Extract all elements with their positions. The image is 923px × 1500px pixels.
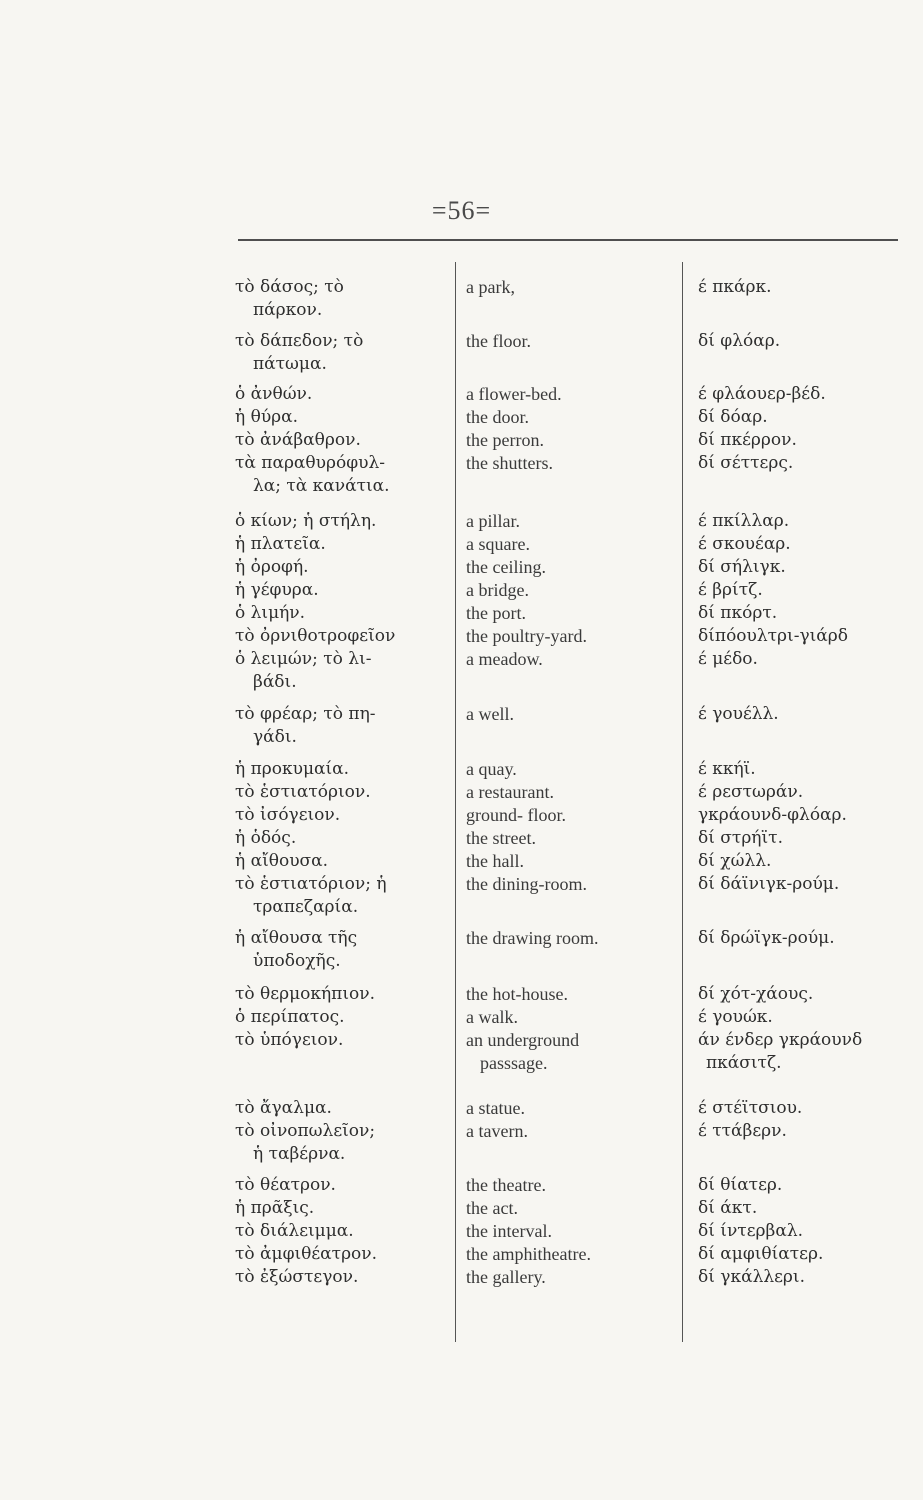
english-translation-line: the drawing room. (466, 928, 599, 948)
greek-term-line: ἡ αἴθουσα. (235, 851, 329, 871)
english-translation (466, 276, 671, 299)
pronunciation-line: δί χώλλ. (698, 851, 772, 871)
english-translation-line: the dining-room. (466, 874, 587, 894)
english-translation (466, 703, 671, 726)
english-translation-line: the door. (466, 407, 529, 427)
greek-term-line: λα; τὰ κανάτια. (253, 475, 390, 496)
english-translation (466, 533, 671, 556)
greek-term-line: τὸ θέατρον. (235, 1175, 336, 1195)
greek-term (235, 452, 450, 497)
english-translation (466, 1197, 671, 1220)
english-translation-line: a square. (466, 534, 530, 554)
pronunciation (698, 602, 898, 625)
page-number: =56= (431, 196, 492, 225)
pronunciation-line: δί ίντερβαλ. (698, 1221, 803, 1241)
greek-term-line: τὸ ὀρνιθοτροφεῖον (235, 626, 396, 646)
greek-term-line: ἡ γέφυρα. (235, 580, 319, 600)
pronunciation (698, 452, 898, 475)
english-translation-line: the gallery. (466, 1267, 546, 1287)
pronunciation (698, 758, 898, 781)
greek-term (235, 429, 450, 452)
greek-term-line: τραπεζαρία. (253, 896, 359, 917)
pronunciation (698, 1029, 898, 1074)
english-translation-line: the hot-house. (466, 984, 568, 1004)
greek-term-line: τὸ οἰνοπωλεῖον; (235, 1121, 376, 1141)
pronunciation-line: δί δάϊνιγκ-ρούμ. (698, 874, 840, 894)
english-translation (466, 1174, 671, 1197)
english-translation-line: ground- floor. (466, 805, 566, 825)
greek-term-line: τὸ θερμοκήπιον. (235, 984, 375, 1004)
pronunciation (698, 556, 898, 579)
greek-term (235, 983, 450, 1006)
english-translation (466, 330, 671, 353)
greek-term-line: ἡ πλατεῖα. (235, 534, 326, 554)
pronunciation (698, 429, 898, 452)
greek-term-line: ἡ ὀροφή. (235, 557, 309, 577)
greek-term-line: τὸ ἑστιατόριον; ἡ (235, 874, 387, 894)
greek-term-line: τὸ ἄγαλμα. (235, 1098, 332, 1118)
pronunciation-line: δί στρήϊτ. (698, 828, 783, 848)
pronunciation (698, 533, 898, 556)
pronunciation-line: έ γουώκ. (698, 1007, 773, 1027)
english-translation-line: the hall. (466, 851, 524, 871)
pronunciation-line: δί θίατερ. (698, 1175, 783, 1195)
greek-term-line: τὸ δάσος; τὸ (235, 277, 344, 297)
greek-term-line: ἡ ὁδός. (235, 828, 297, 848)
greek-term (235, 703, 450, 748)
greek-term (235, 648, 450, 693)
english-translation (466, 1120, 671, 1143)
pronunciation-line: δί αμφιθίατερ. (698, 1244, 824, 1264)
english-translation (466, 1220, 671, 1243)
greek-term-line: ὁ κίων; ἡ στήλη. (235, 511, 377, 531)
greek-term (235, 1197, 450, 1220)
greek-term-line: ὁ ἀνθών. (235, 384, 313, 404)
english-translation-line: a restaurant. (466, 782, 554, 802)
english-translation (466, 556, 671, 579)
pronunciation (698, 1220, 898, 1243)
greek-term-line: τὰ παραθυρόφυλ- (235, 453, 385, 473)
pronunciation (698, 703, 898, 726)
pronunciation-line: δί χότ-χάους. (698, 984, 814, 1004)
english-translation (466, 873, 671, 896)
pronunciation-line: δί πκέρρον. (698, 430, 797, 450)
pronunciation-line: πκάσιτζ. (706, 1052, 782, 1073)
english-translation-line: an underground (466, 1030, 580, 1050)
english-translation-line: a well. (466, 704, 514, 724)
greek-term-line: πάτωμα. (253, 353, 327, 374)
english-translation (466, 850, 671, 873)
greek-term (235, 579, 450, 602)
greek-term-line: γάδι. (253, 726, 297, 747)
english-translation (466, 602, 671, 625)
english-translation-line: a walk. (466, 1007, 518, 1027)
greek-term (235, 533, 450, 556)
greek-term-line: ὁ περίπατος. (235, 1007, 345, 1027)
pronunciation (698, 850, 898, 873)
greek-term-line: τὸ διάλειμμα. (235, 1221, 354, 1241)
english-translation (466, 406, 671, 429)
pronunciation-line: έ μέδο. (698, 649, 758, 669)
pronunciation-line: άν ένδερ γκράουνδ (698, 1030, 863, 1050)
greek-term-line: τὸ δάπεδον; τὸ (235, 331, 364, 351)
greek-term-line: τὸ ἰσόγειον. (235, 805, 341, 825)
greek-term (235, 1097, 450, 1120)
english-translation-line: the act. (466, 1198, 518, 1218)
pronunciation-line: έ γουέλλ. (698, 704, 779, 724)
english-translation-line: a statue. (466, 1098, 525, 1118)
pronunciation-line: έ πκάρκ. (698, 277, 772, 297)
greek-term-line: τὸ ἐξώστεγον. (235, 1267, 359, 1287)
pronunciation-line: δί φλόαρ. (698, 331, 781, 351)
greek-term-line: τὸ ἀνάβαθρον. (235, 430, 361, 450)
greek-term (235, 1243, 450, 1266)
greek-term (235, 827, 450, 850)
pronunciation (698, 1097, 898, 1120)
pronunciation (698, 1174, 898, 1197)
english-translation (466, 452, 671, 475)
english-translation-line: a quay. (466, 759, 517, 779)
pronunciation (698, 983, 898, 1006)
top-rule (238, 239, 898, 241)
pronunciation-line: έ φλάουερ-βέδ. (698, 384, 826, 404)
pronunciation (698, 330, 898, 353)
pronunciation (698, 406, 898, 429)
pronunciation (698, 804, 898, 827)
pronunciation (698, 648, 898, 671)
pronunciation-line: δίπόουλτρι-γιάρδ (698, 626, 848, 646)
greek-term-line: ὁ λιμήν. (235, 603, 306, 623)
pronunciation-line: έ ρεστωράν. (698, 782, 804, 802)
english-translation (466, 1243, 671, 1266)
greek-term (235, 330, 450, 375)
greek-term (235, 781, 450, 804)
greek-term (235, 510, 450, 533)
pronunciation-line: δί σήλιγκ. (698, 557, 786, 577)
greek-term-line: τὸ φρέαρ; τὸ πη- (235, 704, 376, 724)
english-translation-line: the poultry-yard. (466, 626, 587, 646)
greek-term-line: τὸ ἑστιατόριον. (235, 782, 371, 802)
english-translation (466, 1097, 671, 1120)
greek-term (235, 758, 450, 781)
greek-term-line: ὁ λειμών; τὸ λι- (235, 649, 372, 669)
pronunciation (698, 1243, 898, 1266)
pronunciation (698, 1006, 898, 1029)
greek-term (235, 602, 450, 625)
pronunciation (698, 383, 898, 406)
pronunciation-line: έ ττάβερν. (698, 1121, 787, 1141)
greek-term-line: ἡ πρᾶξις. (235, 1198, 315, 1218)
greek-term-line: ὑποδοχῆς. (253, 950, 341, 971)
english-translation-line: the ceiling. (466, 557, 546, 577)
english-translation (466, 1006, 671, 1029)
greek-term-line: ἡ αἴθουσα τῆς (235, 928, 358, 948)
english-translation (466, 510, 671, 533)
english-translation-line: the interval. (466, 1221, 552, 1241)
pronunciation (698, 1266, 898, 1289)
pronunciation-line: δί σέττερς. (698, 453, 794, 473)
greek-term (235, 406, 450, 429)
pronunciation (698, 927, 898, 950)
greek-term (235, 1266, 450, 1289)
pronunciation-line: δί πκόρτ. (698, 603, 778, 623)
english-translation-line: a flower-bed. (466, 384, 562, 404)
greek-term (235, 383, 450, 406)
english-translation-line: a tavern. (466, 1121, 528, 1141)
pronunciation-line: δί γκάλλερι. (698, 1267, 805, 1287)
english-translation-line: the floor. (466, 331, 531, 351)
english-translation (466, 383, 671, 406)
greek-term-line: ἡ θύρα. (235, 407, 299, 427)
greek-term (235, 804, 450, 827)
greek-term (235, 1120, 450, 1165)
greek-term (235, 927, 450, 972)
english-translation-line: a pillar. (466, 511, 520, 531)
english-translation (466, 648, 671, 671)
pronunciation-line: γκράουνδ-φλόαρ. (698, 805, 847, 825)
english-translation (466, 827, 671, 850)
pronunciation (698, 1120, 898, 1143)
greek-term-line: τὸ ὑπόγειον. (235, 1030, 344, 1050)
english-translation (466, 1266, 671, 1289)
greek-term-line: ἡ προκυμαία. (235, 759, 350, 779)
pronunciation (698, 1197, 898, 1220)
pronunciation (698, 873, 898, 896)
greek-term-line: τὸ ἀμφιθέατρον. (235, 1244, 378, 1264)
english-translation-line: the theatre. (466, 1175, 546, 1195)
greek-term (235, 276, 450, 321)
pronunciation (698, 579, 898, 602)
english-translation-line: a meadow. (466, 649, 543, 669)
english-translation (466, 758, 671, 781)
greek-term (235, 1220, 450, 1243)
english-translation (466, 781, 671, 804)
greek-term (235, 625, 450, 648)
pronunciation-line: έ στέϊτσιου. (698, 1098, 803, 1118)
english-translation (466, 983, 671, 1006)
pronunciation-line: δί άκτ. (698, 1198, 758, 1218)
pronunciation-line: δί δόαρ. (698, 407, 768, 427)
greek-term-line: βάδι. (253, 671, 297, 692)
english-translation (466, 429, 671, 452)
english-translation-line: a park, (466, 277, 515, 297)
pronunciation-line: έ σκουέαρ. (698, 534, 791, 554)
pronunciation (698, 276, 898, 299)
pronunciation (698, 781, 898, 804)
greek-term (235, 850, 450, 873)
english-translation-line: the street. (466, 828, 536, 848)
english-translation-line: the perron. (466, 430, 544, 450)
greek-term-line: ἡ ταβέρνα. (253, 1143, 346, 1164)
english-translation (466, 927, 671, 950)
pronunciation (698, 510, 898, 533)
english-translation (466, 579, 671, 602)
column-rule-right (682, 262, 683, 1342)
english-translation-line: the shutters. (466, 453, 553, 473)
greek-term (235, 873, 450, 918)
pronunciation-line: έ πκίλλαρ. (698, 511, 790, 531)
english-translation (466, 804, 671, 827)
english-translation-line: passsage. (480, 1052, 548, 1073)
english-translation-line: the port. (466, 603, 526, 623)
english-translation-line: a bridge. (466, 580, 529, 600)
greek-term (235, 1029, 450, 1052)
greek-term-line: πάρκον. (253, 299, 323, 320)
greek-term (235, 1174, 450, 1197)
pronunciation-line: έ κκήϊ. (698, 759, 756, 779)
english-translation (466, 1029, 671, 1074)
pronunciation-line: έ βρίτζ. (698, 580, 763, 600)
pronunciation (698, 625, 898, 648)
pronunciation (698, 827, 898, 850)
english-translation-line: the amphitheatre. (466, 1244, 591, 1264)
greek-term (235, 1006, 450, 1029)
pronunciation-line: δί δρώϊγκ-ρούμ. (698, 928, 835, 948)
greek-term (235, 556, 450, 579)
column-rule-left (455, 262, 456, 1342)
english-translation (466, 625, 671, 648)
